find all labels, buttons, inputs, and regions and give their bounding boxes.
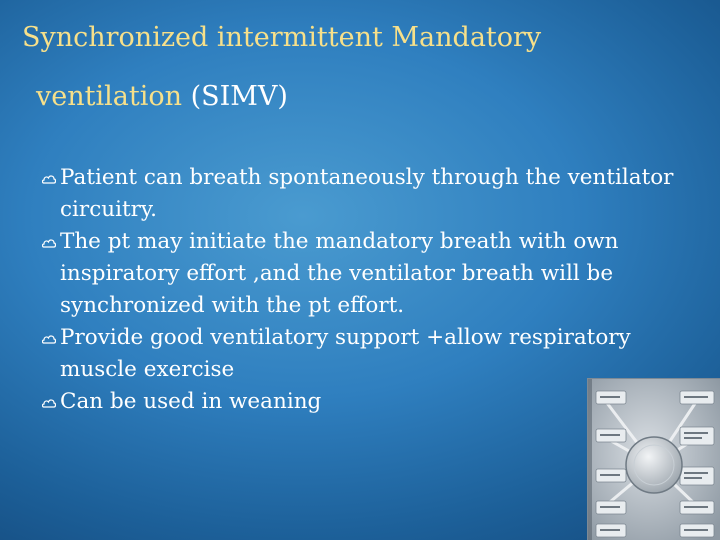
cloud-bullet-icon <box>42 174 56 184</box>
bullet-text: Provide good ventilatory support +allow respiratory muscle exercise <box>60 325 631 382</box>
bullet-item <box>42 226 710 322</box>
slide-title <box>22 24 702 110</box>
cloud-bullet-icon <box>42 398 56 408</box>
bullet-item <box>42 162 710 226</box>
ventilator-mode-selector-image <box>587 378 720 540</box>
cloud-bullet-icon <box>42 334 56 344</box>
title-line-2 <box>22 83 702 110</box>
title-term: ventilation <box>36 81 182 112</box>
bullet-item <box>42 322 710 386</box>
cloud-bullet-icon <box>42 238 56 248</box>
bullet-text: Can be used in weaning <box>60 389 322 414</box>
ventilator-dial-illustration <box>588 379 720 540</box>
title-abbreviation: (SIMV) <box>190 81 288 112</box>
bullet-text: Patient can breath spontaneously through the ventilator circuitry. <box>60 165 674 222</box>
title-line-1: Synchronized intermittent Mandatory <box>22 22 542 53</box>
bullet-text: The pt may initiate the mandatory breath with own inspiratory effort ,and the ventilator breath will be synchronized with the pt effort. <box>60 229 619 318</box>
